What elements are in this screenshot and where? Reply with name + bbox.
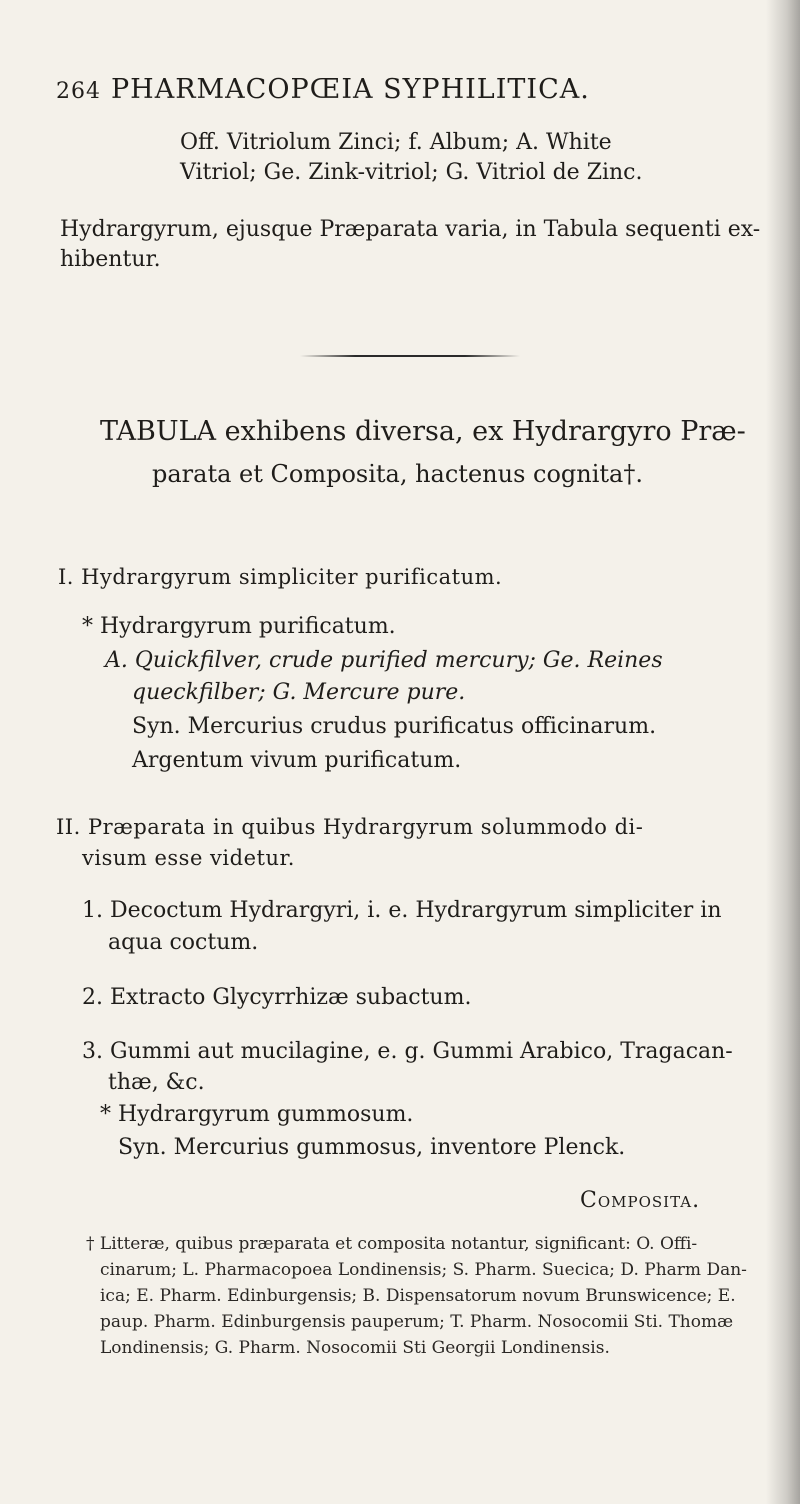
item-3-synonym: Syn. Mercurius gummosus, inventore Plenck. [118, 1135, 626, 1160]
item-1-line-1: 1. Decoctum Hydrargyri, i. e. Hydrargyrum simpliciter in [82, 898, 722, 923]
hydrargyrum-note-line-1: Hydrargyrum, ejusque Præparata varia, in Tabula sequenti ex- [60, 217, 761, 242]
entry-hydrargyrum-purificatum: * Hydrargyrum purificatum. [82, 614, 396, 639]
footnote-line-5: Londinensis; G. Pharm. Nosocomii Sti Georgii Londinensis. [100, 1338, 610, 1358]
entry-argentum-vivum: Argentum vivum purificatum. [132, 748, 462, 773]
footnote-line-4: paup. Pharm. Edinburgensis pauperum; T. Pharm. Nosocomii Sti. Thomæ [100, 1312, 734, 1332]
item-3-line-1: 3. Gummi aut mucilagine, e. g. Gummi Arabico, Tragacan- [82, 1039, 733, 1064]
composita-label: Composita. [580, 1188, 701, 1213]
item-3-hydrargyrum-gummosum: * Hydrargyrum gummosum. [100, 1102, 414, 1127]
section-two-heading-line-2: visum esse videtur. [82, 846, 295, 870]
table-title-line-2: parata et Composita, hactenus cognita†. [152, 460, 643, 488]
running-head [56, 74, 590, 105]
entry-synonym: Syn. Mercurius crudus purificatus officinarum. [132, 714, 657, 739]
zinc-names-line-2: Vitriol; Ge. Zink-vitriol; G. Vitriol de Zinc. [180, 160, 643, 185]
table-title-line-1: TABULA exhibens diversa, ex Hydrargyro Præ- [100, 416, 746, 447]
section-divider-rule [300, 355, 520, 357]
running-title: PHARMACOPŒIA SYPHILITICA. [111, 74, 590, 105]
entry-a-line-1: A. Quickfilver, crude purified mercury; Ge. Reines [105, 648, 663, 673]
page-edge-shadow [766, 0, 800, 1504]
item-2: 2. Extracto Glycyrrhizæ subactum. [82, 985, 472, 1010]
item-3-line-2: thæ, &c. [108, 1070, 205, 1095]
entry-a-line-2: queckfilber; G. Mercure pure. [132, 680, 466, 705]
section-two-heading-line-1: II. Præparata in quibus Hydrargyrum solummodo di- [56, 815, 644, 839]
footnote-line-2: cinarum; L. Pharmacopoea Londinensis; S. Pharm. Suecica; D. Pharm Dan- [100, 1260, 747, 1280]
hydrargyrum-note-line-2: hibentur. [60, 247, 161, 272]
section-one-heading: I. Hydrargyrum simpliciter purificatum. [58, 565, 503, 589]
item-1-line-2: aqua coctum. [108, 930, 259, 955]
page-number: 264 [56, 79, 101, 104]
footnote-line-3: ica; E. Pharm. Edinburgensis; B. Dispensatorum novum Brunswicence; E. [100, 1286, 736, 1306]
footnote-line-1: † Litteræ, quibus præparata et composita notantur, significant: O. Offi- [86, 1234, 698, 1254]
zinc-names-line-1: Off. Vitriolum Zinci; f. Album; A. White [180, 130, 612, 155]
